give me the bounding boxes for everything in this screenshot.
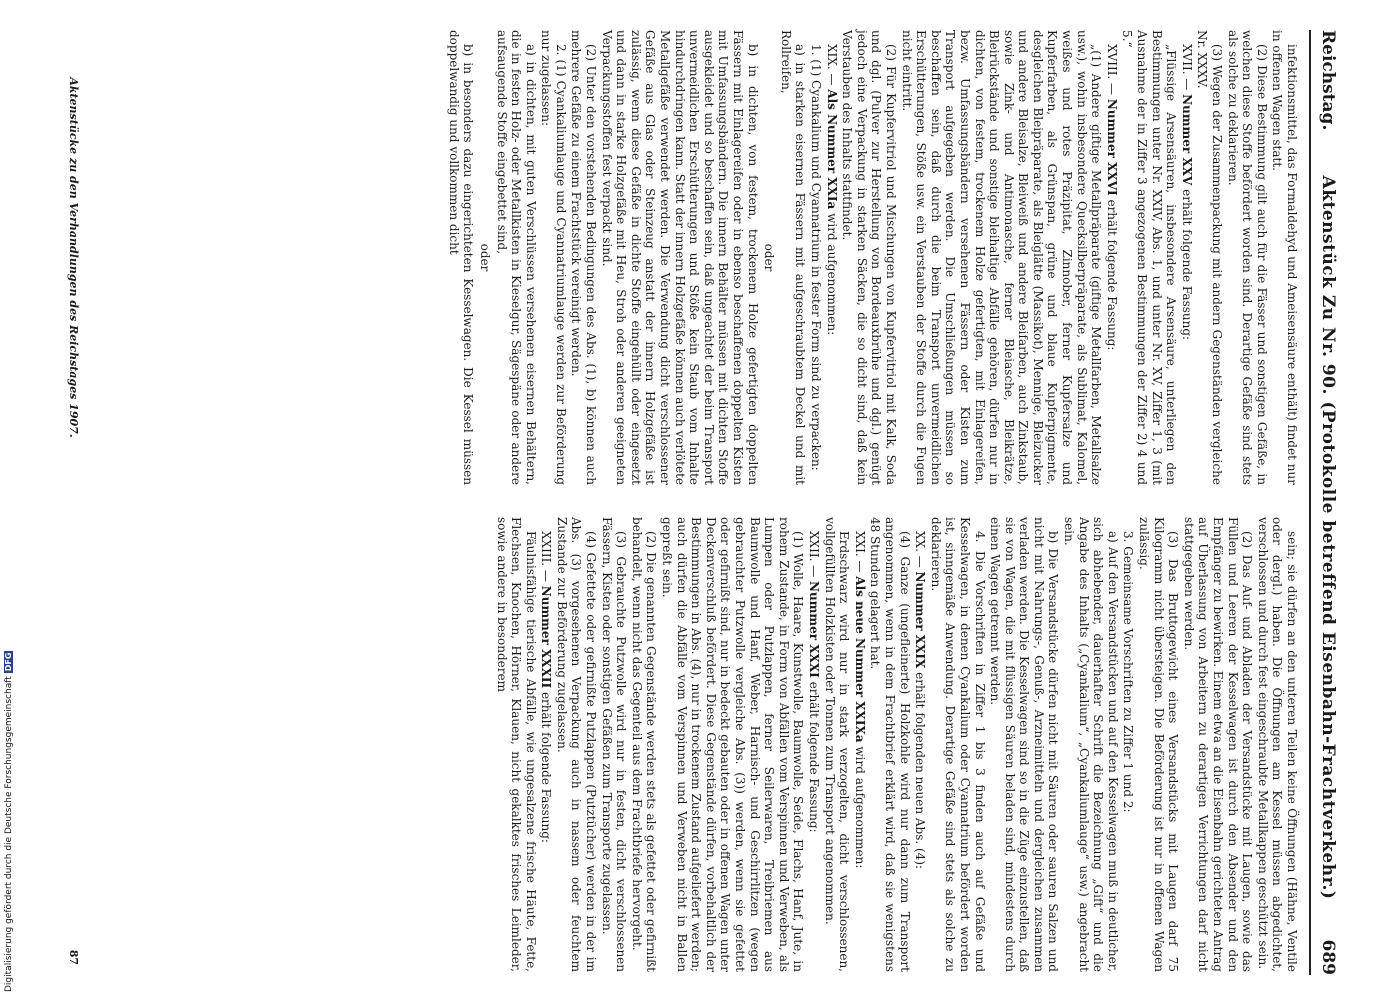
paragraph: infektionsmittel, das Formaldehyd und Ameisensäure enthält) findet nur in offenen Wagen statt. [1270, 30, 1299, 485]
paragraph: (2) Diese Bestimmung gilt auch für die Fässer und sonstigen Gefäße, in welchen diese Stoffe befördert worden sind. Derartige Gefäße sind stets als solche zu deklarieren. [1225, 30, 1269, 485]
right-column [493, 517, 1299, 972]
paragraph: Fäulnisfähige tierische Abfälle, wie ungesalzene frische Häute, Fette, Flechsen, Knochen, Hörner, Klauen, nicht gekalktes frisches Leimleder, sowie andere in besonderem [494, 517, 538, 972]
paragraph: a) in starken eisernen Fässern mit aufgeschraubtem Deckel und mit Rollreifen, [778, 30, 808, 485]
paragraph: a) in dichten, mit guten Verschlüssen versehenen eisernen Behältern, die in festen Holz- oder Metallkisten in Kieselgur, Sägespäne oder andere aufsaugende Stoffe eingebettet sind, [494, 30, 538, 485]
footer-note: Aktenstücke zu den Verhandlungen des Reichstages 1907. [67, 77, 80, 438]
paragraph: oder [477, 243, 492, 272]
dfg-logo: DFG [4, 652, 13, 672]
paragraph: XX. — Nummer XXIX erhält folgenden neuen Abs. (4): [913, 531, 928, 870]
paragraph: XXI. — Als neue Nummer XXIXa wird aufgenommen: [852, 531, 867, 869]
header-title: Aktenstück Zu Nr. 90. (Protokolle betreffend Eisenbahn-Frachtverkehr.) [1318, 175, 1338, 900]
paragraph: (1) Wolle, Haare, Kunstwolle, Baumwolle, Seide, Flachs, Hanf, Jute, in rohem Zustande, in Form von Abfällen vom Verspinnen und Verweben, als Lumpen oder Putzlappen, ferner Seilerwaren, Treibriemen aus Baumwolle und Hanf, Weber, Harnisch- und Geschirrlitzen (wegen gebrauchter Putzwolle vergleiche Abs. (3)) werden, wenn sie gefettet oder gefirnißt sind, nur in bedeckt gebauten oder in offenen Wagen unter Deckenverschluß befördert. Diese Gegenstände dürfen, vorbehaltlich der Bestimmungen in Abs. (4), nur in trockenem Zustand aufgeliefert werden; auch dürfen die Abfälle vom Verspinnen und Verweben nicht in Ballen gepreßt sein. [660, 517, 806, 972]
paragraph: XIX. — Als Nummer XXIa wird aufgenommen: [824, 44, 839, 336]
paragraph: oder [762, 243, 777, 272]
paragraph: sein; sie dürfen an den unteren Teilen keine Öffnungen (Hähne, Ventile oder dergl.) haben. Die Öffnungen am Kessel müssen abgedichtet, verschlossen und durch fest eingeschraubte Metallkappen geschützt sein. [1255, 517, 1299, 972]
digitization-credit [4, 600, 14, 992]
paragraph: b) Die Versandstücke dürfen nicht mit Säuren oder sauren Salzen und nicht mit Nahrungs-, Genuß-, Arzneimitteln und dergleichen zusammen verladen werden. Die Kesselwagen sind so in die Züge einzustellen, daß sie von Wagen, die mit flüssigen Säuren beladen sind, mindestens durch einen Wagen getrennt werden. [988, 517, 1061, 972]
paragraph: Erdschwarz wird nur in stark verzogelten, dicht verschlossenen, vollgefüllten Holzkisten oder Tonnen zum Transport angenommen. [822, 517, 852, 972]
paragraph: (4) Ganze (ungefleinerte) Holzkohle wird nur dann zum Transport angenommen, wenn in dem Frachtbrief erklärt wird, daß sie wenigstens 48 Stunden gelagert hat. [868, 517, 912, 972]
paragraph: 2. (1) Cyankaliumlauge und Cyannatriumlauge werden zur Beförderung nur zugelassen: [539, 30, 568, 485]
paragraph: (2) Die genannten Gegenstände werden stets als gefettet oder gefirnißt behandelt, wenn nicht das Gegenteil aus dem Frachtbriefe hervorgeht. [629, 517, 659, 972]
paragraph: b) in dichten, von festem, trockenem Holze gefertigten doppelten Fässern mit Einlagereifen oder in ebenso beschaffenen doppelten Kisten mit Umfassungsbändern. Die innern Behälter müssen mit dichten Stoffe ausgekleidet und so beschaffen sein, daß ungeachtet der beim Transport unvermeidlichen Erschütterungen und Stöße kein Staub vom Inhalte hindurchdringen kann. Statt der innern Holzgefäße können auch verlötete Metallgefäße verwendet werden. Die Verwendung dicht verschlossener Gefäße aus Glas oder Steinzeug anstatt der innern Holzgefäße ist zulässig, wenn diese Gefäße in dichte Stoffe eingehüllt oder eingesetzt und dann in starke Holzgefäße mit Heu, Stroh oder anderen geeigneten Verpackungsstoffen fest verpackt sind. [599, 30, 760, 485]
paragraph: XXIII. — Nummer XXXII erhält folgende Fassung: [539, 531, 554, 843]
paragraph: a) Auf den Versandstücken und auf den Kesselwagen muß in deutlicher, sich abhebender, dauerhafter Schrift die Bezeichnung „Gift“ und die Angabe des Inhalts („Cyankalium“, „Cyankaliumlauge“ usw.) angebracht sein. [1062, 517, 1120, 972]
paragraph: 1. (1) Cyankalium und Cyannatrium in fester Form sind zu verpacken: [809, 44, 823, 471]
paragraph: XVIII. — Nummer XXVI erhält folgende Fassung: [1104, 44, 1119, 351]
left-column [445, 30, 1299, 485]
paragraph: „(1) Andere giftige Metallpräparate (giftige Metallfarben, Metallsalze usw.), wohin insbesondere Quecksilberpräparate, als Sublimat, Kalomel, weißes und rotes Präzipitat, Zinnober, ferner Kupfersalze und Kupferfarben, als Grünspan, grüne und blaue Kupferpigmente, desgleichen Bleipräparate, als Bleiglätte (Massikot), Mennige, Bleizucker und andere Bleisalze, Bleiweiß und andere Bleifarben, auch Zinkstaub, sowie Zink- und Antimonasche, ferner Bleiasche, Bleikrätze, Bleirückstände und sonstige bleihaltige Abfälle gehören, dürfen nur in dichten, von festem, trockenem Holze gefertigten, mit Einlagereifen, bezw. Umfassungsbändern versehenen Fässern oder Kisten zum Transport aufgegeben werden. Die Umschließungen müssen so beschaffen sein, daß durch die beim Transport unvermeidlichen Erschütterungen, Stöße usw. ein Verstauben der Stoffe durch die Fugen nicht eintritt. [899, 30, 1104, 485]
header-left-label: Reichstag. [1318, 30, 1338, 131]
paragraph: (4) Gefettete oder gefirnißte Putzlappen (Putztücher) werden in der im Abs. (3) vorgesehenen Verpackung auch in nassem oder feuchtem Zustande zur Beförderung zugelassen. [554, 517, 599, 972]
page-header [1309, 30, 1345, 975]
credit-text: Digitalisierung gefördert durch die Deutsche Forschungsgemeinschaft [4, 676, 14, 992]
paragraph: 4. Die Vorschriften in Ziffer 1 bis 3 finden auch auf Gefäße und Kesselwagen, in denen Cyankalium oder Cyannatrium befördert worden ist, sinngemäße Anwendung. Derartige Gefäße sind stets als solche zu deklarieren. [928, 517, 987, 972]
paragraph: (3) Wegen der Zusammenpackung mit andern Gegenständen vergleiche Nr. XXXV. [1195, 30, 1225, 485]
page-number: 689 [1318, 939, 1338, 975]
signature-number: 87 [67, 949, 80, 965]
document-page [55, 25, 1345, 980]
paragraph: „Flüssige Arsensäuren, insbesondere Arsensäure, unterliegen den Bestimmungen unter Nr. XXIV, Abs. 1, und unter Nr. XV, Ziffer 1, 3 (mit Ausnahme der in Ziffer 3 angezogenen Bestimmungen der Ziffer 2) 4 und 5.“ [1120, 30, 1179, 485]
paragraph: (3) Das Bruttogewicht eines Versandstücks mit Laugen darf 75 Kilogramm nicht übersteigen. Die Beförderung ist nur in offenen Wagen zulässig. [1137, 517, 1181, 972]
paragraph: (2) Das Auf- und Abladen der Versandstücke mit Laugen, sowie das Füllen und Leeren der Kesselwagen ist durch den Absender und den Empfänger zu bewirken. Einem etwa an die Eisenbahn gerichteten Antrag auf Überlassung von Arbeitern zu derartigen Verrichtungen darf nicht stattgegeben werden. [1181, 517, 1255, 972]
paragraph: XXII. — Nummer XXXI erhält folgende Fassung: [807, 531, 821, 833]
paragraph: 3. Gemeinsame Vorschriften zu Ziffer 1 und 2: [1121, 531, 1136, 813]
paragraph: (2) Für Kupfervitriol und Mischungen von Kupfervitriol mit Kalk, Soda und dgl. (Pulver zur Herstellung von Bordeauxbrühe und dgl.) genügt jedoch eine Verpackung in starken Säcken, die so dicht sind, daß kein Verstauben des Inhalts stattfindet. [840, 30, 898, 485]
paragraph: XVII. — Nummer XXV erhält folgende Fassung: [1179, 44, 1194, 341]
paragraph: b) in besonders dazu eingerichteten Kesselwagen. Die Kessel müssen doppelwandig und vollkommen dicht [446, 30, 476, 485]
paragraph: (3) Gebrauchte Putzwolle wird nur in festen, dicht verschlossenen Fässern, Kisten oder sonstigen Gefäßen zum Transporte zugelassen. [599, 517, 629, 972]
paragraph: (2) Unter den vorstehenden Bedingungen des Abs. (1), b) können auch mehrere Gefäße zu einem Frachtstück vereinigt werden. [569, 30, 599, 485]
